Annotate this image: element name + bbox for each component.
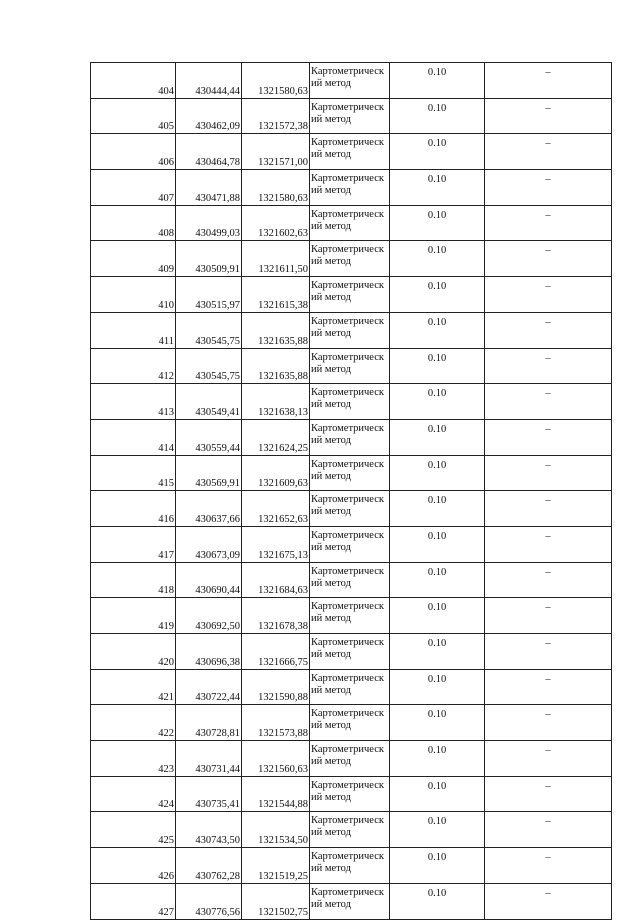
- x-coordinate-cell: 430692,50: [176, 598, 242, 634]
- x-coordinate-cell: 430762,28: [176, 848, 242, 884]
- table-row: [91, 491, 612, 527]
- method-line-1: Картометрическ: [311, 351, 384, 363]
- table-row: [91, 883, 612, 919]
- accuracy-cell: 0.10: [390, 241, 485, 277]
- method-line-2: ий метод: [311, 613, 351, 625]
- method-line-1: Картометрическ: [311, 672, 384, 684]
- y-coordinate-cell: 1321502,75: [242, 883, 310, 919]
- table-row: [91, 241, 612, 277]
- method-line-2: ий метод: [311, 113, 351, 125]
- y-coordinate-cell: 1321580,63: [242, 63, 310, 99]
- accuracy-cell: 0.10: [390, 562, 485, 598]
- y-coordinate-cell: 1321684,63: [242, 562, 310, 598]
- method-cell: [310, 705, 390, 741]
- accuracy-cell: 0.10: [390, 348, 485, 384]
- point-number-cell: 420: [91, 634, 176, 670]
- accuracy-cell: 0.10: [390, 598, 485, 634]
- method-line-1: Картометрическ: [311, 815, 384, 827]
- table-row: [91, 384, 612, 420]
- method-cell: [310, 776, 390, 812]
- accuracy-cell: 0.10: [390, 98, 485, 134]
- y-coordinate-cell: 1321572,38: [242, 98, 310, 134]
- accuracy-cell: 0.10: [390, 776, 485, 812]
- description-cell: –: [485, 134, 612, 170]
- method-line-1: Картометрическ: [311, 101, 384, 113]
- description-cell: –: [485, 63, 612, 99]
- method-cell: [310, 384, 390, 420]
- method-line-1: Картометрическ: [311, 280, 384, 292]
- description-cell: –: [485, 241, 612, 277]
- method-line-2: ий метод: [311, 220, 351, 232]
- method-line-2: ий метод: [311, 399, 351, 411]
- x-coordinate-cell: 430509,91: [176, 241, 242, 277]
- method-line-1: Картометрическ: [311, 779, 384, 791]
- method-line-2: ий метод: [311, 78, 351, 89]
- x-coordinate-cell: 430690,44: [176, 562, 242, 598]
- accuracy-cell: 0.10: [390, 812, 485, 848]
- accuracy-cell: 0.10: [390, 277, 485, 313]
- accuracy-cell: 0.10: [390, 134, 485, 170]
- method-cell: [310, 491, 390, 527]
- method-line-1: Картометрическ: [311, 565, 384, 577]
- point-number-cell: 423: [91, 741, 176, 777]
- method-line-2: ий метод: [311, 292, 351, 304]
- method-cell: [310, 312, 390, 348]
- accuracy-cell: 0.10: [390, 526, 485, 562]
- method-line-2: ий метод: [311, 363, 351, 375]
- accuracy-cell: 0.10: [390, 669, 485, 705]
- x-coordinate-cell: 430515,97: [176, 277, 242, 313]
- method-cell: [310, 455, 390, 491]
- method-line-2: ий метод: [311, 791, 351, 803]
- x-coordinate-cell: 430471,88: [176, 170, 242, 206]
- method-line-2: ий метод: [311, 506, 351, 518]
- point-number-cell: 427: [91, 883, 176, 919]
- method-line-1: Картометрическ: [311, 387, 384, 399]
- method-line-2: ий метод: [311, 684, 351, 696]
- y-coordinate-cell: 1321534,50: [242, 812, 310, 848]
- method-line-1: Картометрическ: [311, 244, 384, 256]
- accuracy-cell: 0.10: [390, 384, 485, 420]
- point-number-cell: 412: [91, 348, 176, 384]
- method-cell: [310, 134, 390, 170]
- accuracy-cell: 0.10: [390, 63, 485, 99]
- method-line-2: ий метод: [311, 577, 351, 589]
- x-coordinate-cell: 430722,44: [176, 669, 242, 705]
- table-row: [91, 277, 612, 313]
- description-cell: –: [485, 455, 612, 491]
- accuracy-cell: 0.10: [390, 883, 485, 919]
- table-row: [91, 526, 612, 562]
- y-coordinate-cell: 1321602,63: [242, 205, 310, 241]
- point-number-cell: 425: [91, 812, 176, 848]
- x-coordinate-cell: 430728,81: [176, 705, 242, 741]
- description-cell: –: [485, 598, 612, 634]
- method-line-2: ий метод: [311, 827, 351, 839]
- point-number-cell: 426: [91, 848, 176, 884]
- x-coordinate-cell: 430462,09: [176, 98, 242, 134]
- description-cell: –: [485, 562, 612, 598]
- table-row: [91, 348, 612, 384]
- point-number-cell: 417: [91, 526, 176, 562]
- method-line-1: Картометрическ: [311, 601, 384, 613]
- method-cell: [310, 848, 390, 884]
- y-coordinate-cell: 1321652,63: [242, 491, 310, 527]
- y-coordinate-cell: 1321615,38: [242, 277, 310, 313]
- x-coordinate-cell: 430776,56: [176, 883, 242, 919]
- method-line-2: ий метод: [311, 185, 351, 197]
- method-line-2: ий метод: [311, 898, 351, 910]
- method-cell: [310, 170, 390, 206]
- method-line-1: Картометрическ: [311, 744, 384, 756]
- x-coordinate-cell: 430569,91: [176, 455, 242, 491]
- x-coordinate-cell: 430545,75: [176, 312, 242, 348]
- method-cell: [310, 562, 390, 598]
- accuracy-cell: 0.10: [390, 741, 485, 777]
- table-row: [91, 812, 612, 848]
- method-line-1: Картометрическ: [311, 529, 384, 541]
- x-coordinate-cell: 430499,03: [176, 205, 242, 241]
- description-cell: –: [485, 348, 612, 384]
- y-coordinate-cell: 1321638,13: [242, 384, 310, 420]
- x-coordinate-cell: 430696,38: [176, 634, 242, 670]
- x-coordinate-cell: 430464,78: [176, 134, 242, 170]
- method-line-1: Картометрическ: [311, 494, 384, 506]
- description-cell: –: [485, 491, 612, 527]
- accuracy-cell: 0.10: [390, 848, 485, 884]
- x-coordinate-cell: 430549,41: [176, 384, 242, 420]
- accuracy-cell: 0.10: [390, 312, 485, 348]
- accuracy-cell: 0.10: [390, 170, 485, 206]
- y-coordinate-cell: 1321635,88: [242, 348, 310, 384]
- table-row: [91, 63, 612, 99]
- point-number-cell: 424: [91, 776, 176, 812]
- y-coordinate-cell: 1321635,88: [242, 312, 310, 348]
- method-line-2: ий метод: [311, 649, 351, 660]
- table-row: [91, 634, 612, 670]
- description-cell: –: [485, 776, 612, 812]
- table-row: [91, 419, 612, 455]
- method-cell: [310, 741, 390, 777]
- description-cell: –: [485, 848, 612, 884]
- method-line-1: Картометрическ: [311, 137, 384, 149]
- table-row: [91, 741, 612, 777]
- method-cell: [310, 241, 390, 277]
- y-coordinate-cell: 1321678,38: [242, 598, 310, 634]
- method-line-1: Картометрическ: [311, 208, 384, 220]
- table-row: [91, 98, 612, 134]
- method-cell: [310, 883, 390, 919]
- point-number-cell: 411: [91, 312, 176, 348]
- method-line-2: ий метод: [311, 863, 351, 875]
- accuracy-cell: 0.10: [390, 705, 485, 741]
- x-coordinate-cell: 430545,75: [176, 348, 242, 384]
- description-cell: –: [485, 705, 612, 741]
- method-line-1: Картометрическ: [311, 851, 384, 863]
- table-row: [91, 205, 612, 241]
- table-row: [91, 705, 612, 741]
- method-line-1: Картометрическ: [311, 886, 384, 898]
- method-line-2: ий метод: [311, 327, 351, 339]
- table-row: [91, 669, 612, 705]
- point-number-cell: 405: [91, 98, 176, 134]
- accuracy-cell: 0.10: [390, 634, 485, 670]
- description-cell: –: [485, 883, 612, 919]
- method-cell: [310, 419, 390, 455]
- point-number-cell: 421: [91, 669, 176, 705]
- method-cell: [310, 277, 390, 313]
- description-cell: –: [485, 205, 612, 241]
- point-number-cell: 407: [91, 170, 176, 206]
- point-number-cell: 414: [91, 419, 176, 455]
- method-line-2: ий метод: [311, 149, 351, 161]
- table-row: [91, 134, 612, 170]
- accuracy-cell: 0.10: [390, 205, 485, 241]
- method-cell: [310, 205, 390, 241]
- point-number-cell: 415: [91, 455, 176, 491]
- description-cell: –: [485, 98, 612, 134]
- x-coordinate-cell: 430444,44: [176, 63, 242, 99]
- accuracy-cell: 0.10: [390, 491, 485, 527]
- point-number-cell: 422: [91, 705, 176, 741]
- y-coordinate-cell: 1321666,75: [242, 634, 310, 670]
- method-cell: [310, 98, 390, 134]
- method-line-2: ий метод: [311, 720, 351, 732]
- method-cell: [310, 348, 390, 384]
- description-cell: –: [485, 634, 612, 670]
- point-number-cell: 418: [91, 562, 176, 598]
- accuracy-cell: 0.10: [390, 419, 485, 455]
- coordinates-table: [90, 62, 612, 920]
- method-line-1: Картометрическ: [311, 458, 384, 470]
- description-cell: –: [485, 812, 612, 848]
- table-row: [91, 312, 612, 348]
- y-coordinate-cell: 1321580,63: [242, 170, 310, 206]
- accuracy-cell: 0.10: [390, 455, 485, 491]
- table-row: [91, 848, 612, 884]
- y-coordinate-cell: 1321573,88: [242, 705, 310, 741]
- x-coordinate-cell: 430735,41: [176, 776, 242, 812]
- description-cell: –: [485, 312, 612, 348]
- method-line-1: Картометрическ: [311, 315, 384, 327]
- point-number-cell: 408: [91, 205, 176, 241]
- y-coordinate-cell: 1321519,25: [242, 848, 310, 884]
- point-number-cell: 404: [91, 63, 176, 99]
- description-cell: –: [485, 669, 612, 705]
- table-row: [91, 776, 612, 812]
- point-number-cell: 413: [91, 384, 176, 420]
- x-coordinate-cell: 430673,09: [176, 526, 242, 562]
- method-line-1: Картометрическ: [311, 66, 384, 77]
- method-line-2: ий метод: [311, 256, 351, 268]
- method-cell: [310, 634, 390, 670]
- method-cell: [310, 63, 390, 99]
- y-coordinate-cell: 1321611,50: [242, 241, 310, 277]
- x-coordinate-cell: 430637,66: [176, 491, 242, 527]
- method-line-1: Картометрическ: [311, 708, 384, 720]
- table-row: [91, 455, 612, 491]
- method-line-1: Картометрическ: [311, 637, 384, 648]
- point-number-cell: 416: [91, 491, 176, 527]
- method-cell: [310, 812, 390, 848]
- point-number-cell: 410: [91, 277, 176, 313]
- y-coordinate-cell: 1321560,63: [242, 741, 310, 777]
- x-coordinate-cell: 430743,50: [176, 812, 242, 848]
- table-row: [91, 562, 612, 598]
- method-cell: [310, 598, 390, 634]
- method-cell: [310, 669, 390, 705]
- y-coordinate-cell: 1321571,00: [242, 134, 310, 170]
- description-cell: –: [485, 277, 612, 313]
- table-row: [91, 598, 612, 634]
- method-line-1: Картометрическ: [311, 422, 384, 434]
- y-coordinate-cell: 1321609,63: [242, 455, 310, 491]
- point-number-cell: 419: [91, 598, 176, 634]
- method-line-2: ий метод: [311, 541, 351, 553]
- description-cell: –: [485, 384, 612, 420]
- method-cell: [310, 526, 390, 562]
- description-cell: –: [485, 170, 612, 206]
- point-number-cell: 409: [91, 241, 176, 277]
- y-coordinate-cell: 1321675,13: [242, 526, 310, 562]
- method-line-1: Картометрическ: [311, 173, 384, 185]
- description-cell: –: [485, 741, 612, 777]
- method-line-2: ий метод: [311, 756, 351, 768]
- y-coordinate-cell: 1321624,25: [242, 419, 310, 455]
- description-cell: –: [485, 526, 612, 562]
- coordinates-table-body: [91, 63, 612, 920]
- point-number-cell: 406: [91, 134, 176, 170]
- y-coordinate-cell: 1321544,88: [242, 776, 310, 812]
- description-cell: –: [485, 419, 612, 455]
- x-coordinate-cell: 430559,44: [176, 419, 242, 455]
- table-row: [91, 170, 612, 206]
- x-coordinate-cell: 430731,44: [176, 741, 242, 777]
- method-line-2: ий метод: [311, 470, 351, 482]
- method-line-2: ий метод: [311, 434, 351, 446]
- y-coordinate-cell: 1321590,88: [242, 669, 310, 705]
